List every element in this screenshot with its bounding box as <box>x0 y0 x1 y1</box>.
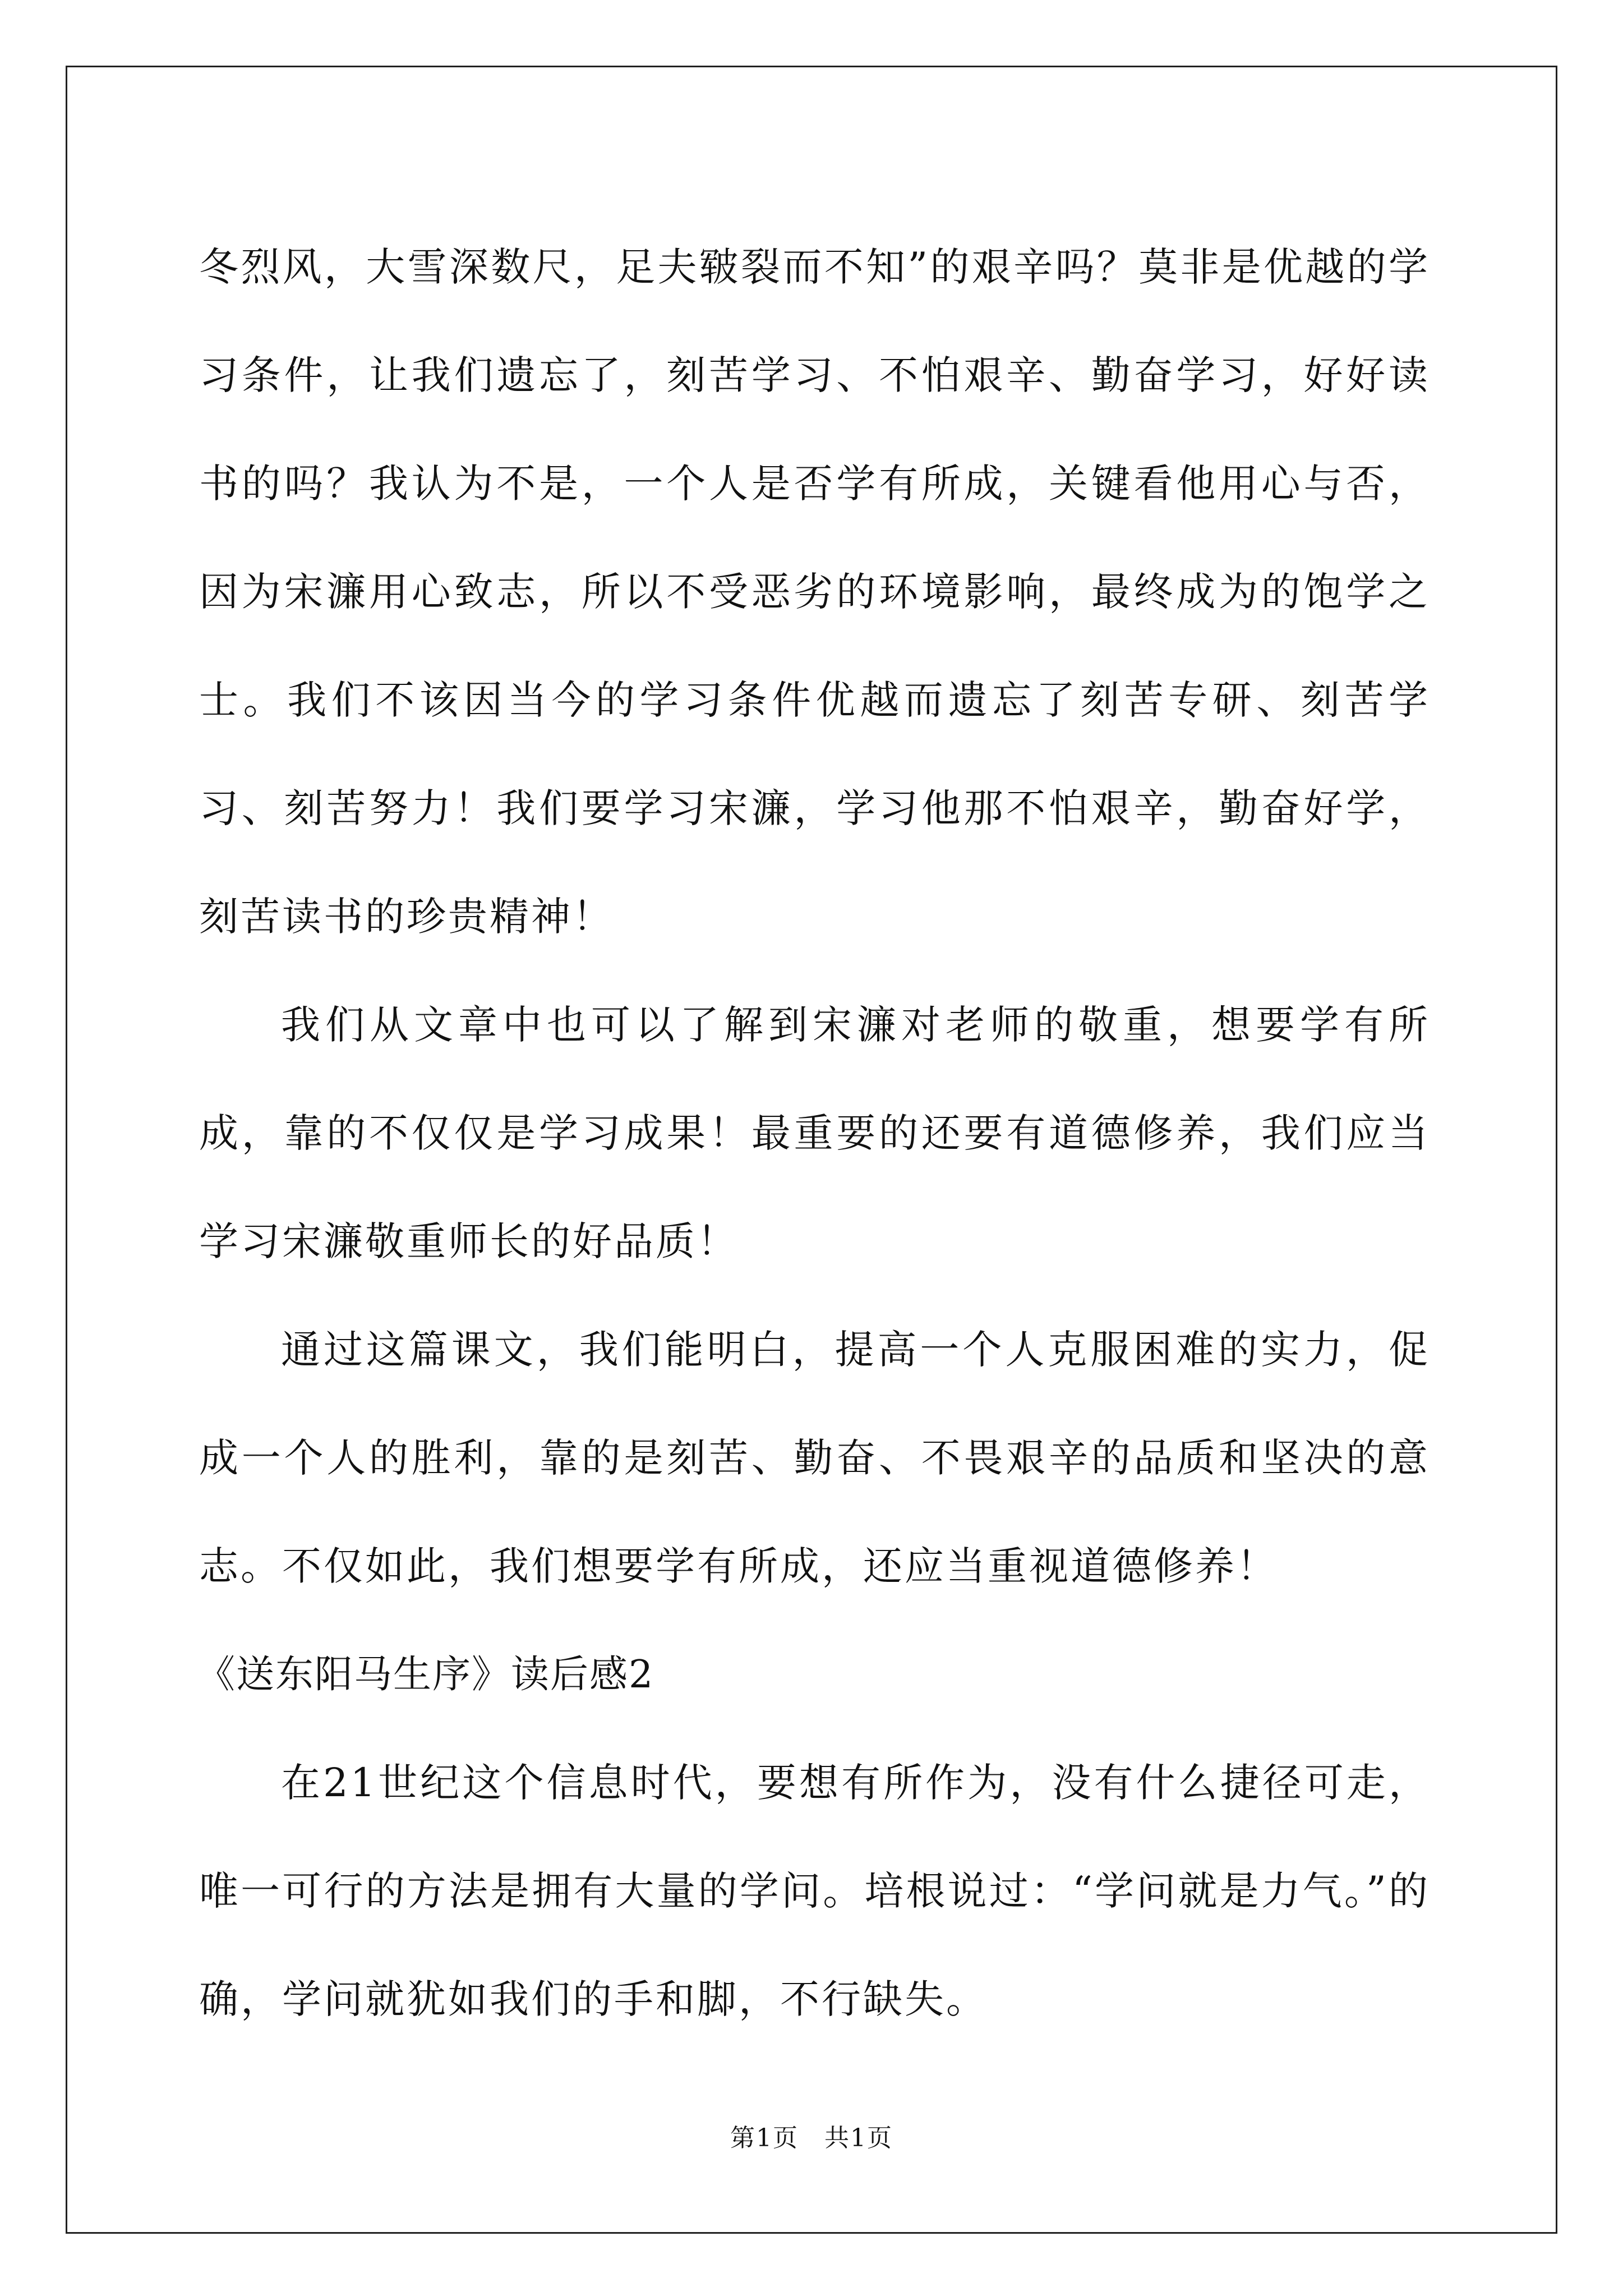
paragraph-respect-teacher: 我们从文章中也可以了解到宋濂对老师的敬重，想要学有所成，靠的不仅仅是学习成果！最重要的还要有道德修养，我们应当学习宋濂敬重师长的好品质！ <box>199 1002 1430 1264</box>
document-body <box>199 213 1430 2054</box>
page-footer: 第1页 共1页 <box>730 2124 893 2152</box>
paragraph-continued: 冬烈风，大雪深数尺，足夫皲裂而不知”的艰辛吗？莫非是优越的学习条件，让我们遗忘了，刻苦学习、不怕艰辛、勤奋学习，好好读书的吗？我认为不是，一个人是否学有所成，关键看他用心与否，因为宋濂用心致志，所以不受恶劣的环境影响，最终成为的饱学之士。我们不该因当今的学习条件优越而遗忘了刻苦专研、刻苦学习、刻苦努力！我们要学习宋濂，学习他那不怕艰辛，勤奋好学，刻苦读书的珍贵精神！ <box>199 244 1430 940</box>
paragraph-information-age: 在21世纪这个信息时代，要想有所作为，没有什么捷径可走，唯一可行的方法是拥有大量的学问。培根说过：“学问就是力气。”的确，学问就犹如我们的手和脚，不行缺失。 <box>199 1760 1430 2022</box>
section-heading: 《送东阳马生序》读后感2 <box>197 1653 654 1697</box>
paragraph-conclusion: 通过这篇课文，我们能明白，提高一个人克服困难的实力，促成一个人的胜利，靠的是刻苦、勤奋、不畏艰辛的品质和坚决的意志。不仅如此，我们想要学有所成，还应当重视道德修养！ <box>199 1327 1430 1589</box>
